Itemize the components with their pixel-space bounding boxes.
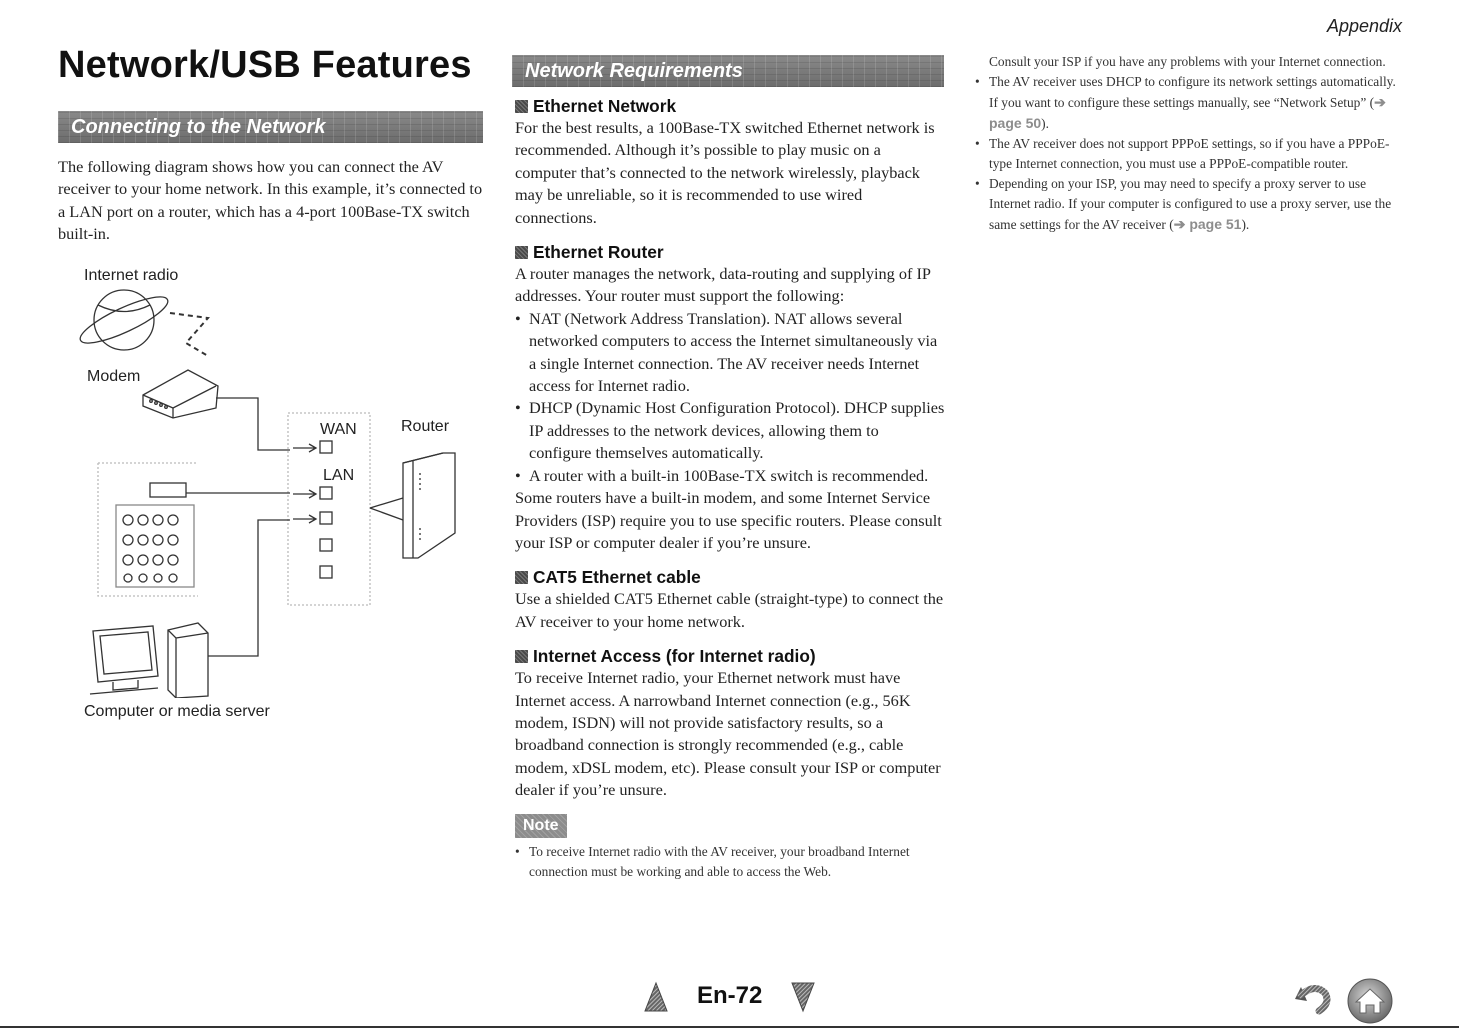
list-item: • To receive Internet radio with the AV receiver, your broadband Internet connection must be working and able to access the Web. [515,842,945,882]
bottom-rule [0,1026,1459,1028]
section-label: Appendix [1326,16,1402,36]
list-item: • The AV receiver does not support PPPoE settings, so if you have a PPPoE-type Internet connection, you must use a PPPoE-compatible router. [975,134,1405,174]
router-icon [370,453,455,558]
list-item: • DHCP (Dynamic Host Configuration Protocol). DHCP supplies IP addresses to the network devices, allowing them to configure themselves automatically. [515,397,945,464]
heading-ethernet-router: Ethernet Router [515,241,945,263]
footer [0,975,1459,1020]
right-column [975,52,1405,235]
section-banner-connecting: Connecting to the Network [58,111,483,143]
note-badge: Note [515,814,567,838]
square-bullet-icon [515,100,528,113]
heading-internet-access: Internet Access (for Internet radio) [515,645,945,667]
section-banner-requirements: Network Requirements [512,55,944,87]
text-internet-access: To receive Internet radio, your Ethernet network must have Internet access. A narrowband Internet connection (e.g., 56K modem, ISDN) will not provide satisfactory results, so a broadband connection is strongly recommended (e.g., cable modem, xDSL modem, etc). Please consult your ISP or computer dealer if you’re unsure. [515,668,941,800]
prev-page-arrow-icon[interactable] [643,981,669,1013]
square-bullet-icon [515,571,528,584]
square-bullet-icon [515,246,528,259]
back-arrow-icon[interactable] [1293,979,1337,1015]
list-item: • The AV receiver uses DHCP to configure its network settings automatically. If you want to configure these settings manually, see “Network Setup” (➔ page 50). [975,72,1405,134]
label-wan: WAN [320,421,357,438]
globe-icon [75,289,172,351]
label-router: Router [401,418,450,435]
square-bullet-icon [515,650,528,663]
router-ports [293,441,332,578]
page-link[interactable]: ➔ page 50 [989,94,1386,131]
modem-icon [143,370,218,418]
av-receiver-icon [98,463,198,596]
network-requirements-column [515,95,945,882]
label-modem: Modem [87,368,141,385]
list-item: • NAT (Network Address Translation). NAT allows several networked computers to access the Internet simultaneously via a single Internet connection. The AV receiver needs Internet access for Internet radio. [515,308,945,398]
text-ethernet-router: A router manages the network, data-routing and supplying of IP addresses. Your router must support the following: [515,264,931,306]
heading-cat5: CAT5 Ethernet cable [515,566,945,588]
page-title: Network/USB Features [58,44,472,86]
page-number: En-72 [697,982,763,1009]
computer-icon [90,623,208,698]
page-link[interactable]: ➔ page 51 [1173,216,1242,232]
label-computer: Computer or media server [84,703,270,720]
home-icon[interactable] [1340,975,1404,1025]
intro-paragraph: The following diagram shows how you can connect the AV receiver to your home network. In this example, it’s connected to a LAN port on a router, which has a 4-port 100Base-TX switch built-in. [58,157,483,244]
right-list [975,72,1405,235]
next-page-arrow-icon[interactable] [790,981,816,1013]
text-ethernet-network: For the best results, a 100Base-TX switched Ethernet network is recommended. Although it’s possible to play music on a computer that’s connected to the network wirelessly, playback may be unreliable, so it is recommended to use wired connections. [515,118,935,227]
list-item: • A router with a built-in 100Base-TX switch is recommended. [515,465,945,487]
router-requirements-list [515,308,945,487]
heading-ethernet-network: Ethernet Network [515,95,945,117]
label-lan: LAN [323,467,355,484]
list-item: • Depending on your ISP, you may need to specify a proxy server to use Internet radio. If your computer is configured to use a proxy server, use the same settings for the AV receiver (➔ page 51). [975,174,1405,235]
diagram-graphics [58,258,483,698]
network-diagram [58,258,483,728]
text-cat5: Use a shielded CAT5 Ethernet cable (straight-type) to connect the AV receiver to your home network. [515,589,944,631]
label-internet-radio: Internet radio [84,267,179,284]
text-consult-isp: Consult your ISP if you have any problems with your Internet connection. [989,54,1386,69]
note-list [515,842,945,882]
text-router-note: Some routers have a built-in modem, and some Internet Service Providers (ISP) require you to use specific routers. Please consult your ISP or computer dealer if you’re unsure. [515,488,942,552]
